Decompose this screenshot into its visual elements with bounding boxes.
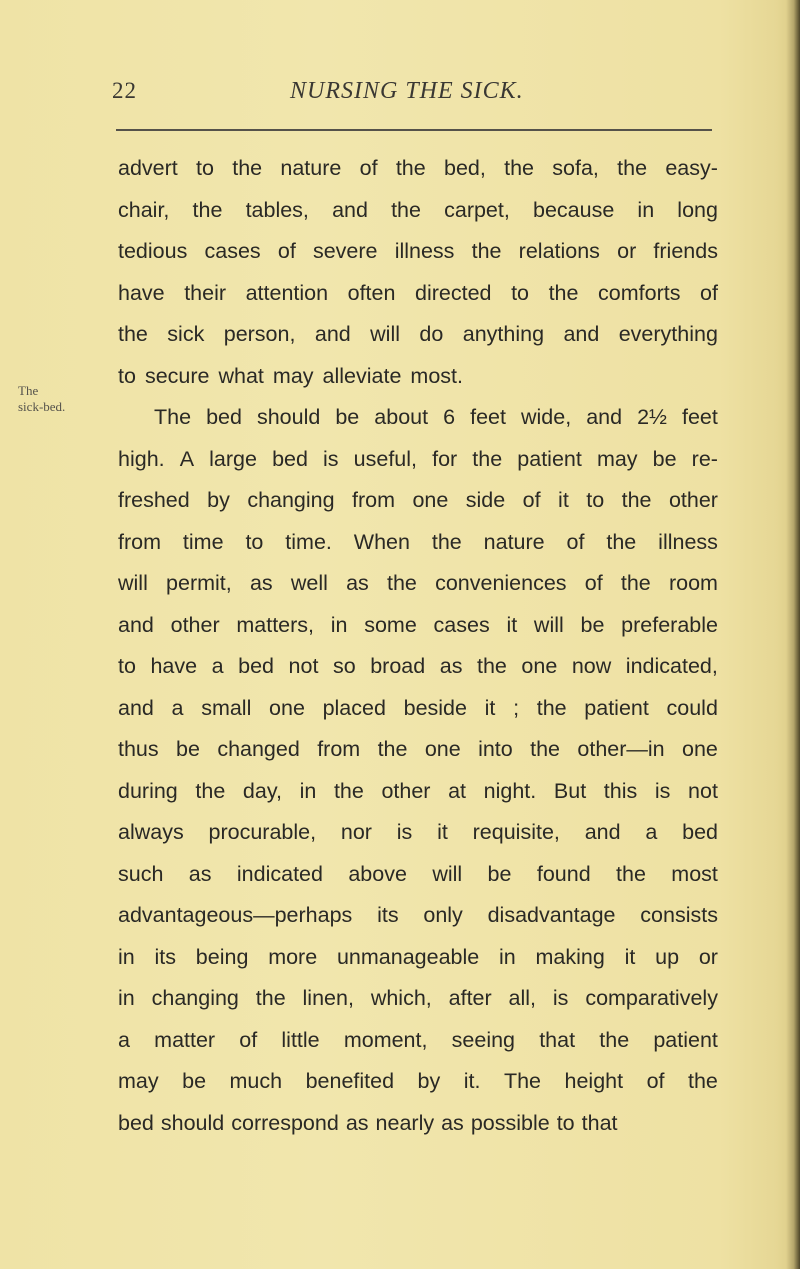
word: will — [118, 571, 148, 595]
word: in — [499, 944, 516, 969]
word: at — [448, 778, 467, 803]
word: it — [624, 944, 636, 969]
word: advantageous—perhaps — [118, 903, 353, 927]
word: some — [364, 612, 417, 637]
word: When — [353, 529, 410, 554]
word: of — [584, 571, 603, 595]
word: the — [599, 1027, 630, 1052]
word: a — [118, 1027, 130, 1052]
word: procurable, — [208, 820, 317, 844]
word: linen, — [302, 986, 354, 1010]
word: all, — [508, 986, 537, 1010]
word: one — [424, 737, 461, 761]
word: indicated — [236, 861, 323, 886]
word: should — [256, 405, 321, 429]
word: the — [616, 861, 646, 886]
word: the — [617, 156, 648, 180]
word: little — [281, 1027, 320, 1052]
word: during — [118, 778, 178, 803]
text-line — [118, 1103, 718, 1145]
word: a — [171, 695, 184, 720]
word: be — [182, 1069, 207, 1093]
word: disadvantage — [487, 903, 616, 927]
word: it. — [463, 1069, 481, 1093]
word: to — [245, 529, 264, 554]
word: their — [184, 280, 227, 305]
word: that — [539, 1027, 576, 1052]
word: to — [196, 156, 214, 180]
word: comparatively — [585, 986, 718, 1010]
word: severe — [312, 239, 378, 263]
word: most. — [410, 363, 463, 388]
word: as — [346, 571, 369, 595]
word: which, — [370, 986, 432, 1010]
word: other — [381, 778, 431, 803]
text-line — [118, 522, 718, 564]
word: of — [566, 529, 585, 554]
word: up — [655, 944, 680, 969]
text-line — [118, 605, 718, 647]
text-line — [118, 190, 718, 232]
word: from — [317, 737, 361, 761]
word: its — [154, 944, 177, 969]
margin-note-line: sick-bed. — [18, 399, 66, 414]
word: be — [580, 612, 605, 637]
word: tedious — [118, 239, 188, 263]
word: will — [432, 861, 463, 886]
text-line — [118, 231, 718, 273]
word: is — [654, 778, 671, 803]
word: ; — [513, 695, 520, 720]
word: beside — [403, 695, 467, 720]
word: bed — [272, 446, 308, 471]
text-line — [118, 397, 718, 439]
word: of — [522, 488, 541, 512]
word: nearly — [375, 1110, 435, 1135]
word: have — [118, 280, 165, 305]
text-line — [118, 148, 718, 190]
word: A — [179, 446, 195, 471]
word: in — [299, 778, 317, 803]
word: of — [359, 156, 378, 180]
word: the — [333, 778, 364, 803]
word: as — [188, 861, 212, 886]
word: will — [370, 322, 400, 346]
margin-note-line: The — [18, 383, 39, 398]
word: sick — [167, 322, 205, 346]
word: re- — [691, 446, 718, 471]
word: anything — [462, 322, 545, 346]
word: other—in — [577, 737, 665, 761]
word: to — [118, 363, 136, 388]
word: or — [617, 239, 637, 263]
word: But — [553, 778, 587, 803]
word: the — [472, 446, 503, 471]
word: a — [211, 654, 224, 678]
word: side — [465, 488, 506, 512]
word: will — [533, 612, 564, 637]
word: so — [332, 654, 356, 678]
word: to — [556, 1110, 575, 1135]
word: do — [419, 322, 444, 346]
word: of — [239, 1027, 258, 1052]
word: high. — [118, 446, 165, 471]
word: the — [391, 197, 421, 222]
word: to — [118, 654, 136, 678]
word: advert — [118, 156, 178, 180]
word: the — [431, 529, 462, 554]
word: the — [255, 986, 286, 1010]
word: the — [548, 280, 579, 305]
word: night. — [483, 778, 537, 803]
text-line — [118, 978, 718, 1020]
word: consists — [640, 903, 718, 927]
word: and — [332, 197, 368, 222]
word: cases — [204, 239, 261, 263]
text-line — [118, 480, 718, 522]
word: more — [268, 944, 318, 969]
word: changing — [247, 488, 335, 512]
word: carpet, — [444, 197, 510, 222]
word: the — [606, 529, 637, 554]
word: much — [229, 1069, 283, 1093]
text-line — [118, 895, 718, 937]
word: that — [581, 1110, 618, 1135]
word: the — [621, 488, 652, 512]
word: its — [377, 903, 399, 927]
word: not — [288, 654, 319, 678]
page-edge-shadow — [786, 0, 800, 1269]
word: to — [511, 280, 530, 305]
word: one — [521, 654, 558, 678]
word: the — [688, 1069, 718, 1093]
word: because — [532, 197, 615, 222]
word: room — [668, 571, 718, 595]
word: or — [698, 944, 718, 969]
word: tables, — [245, 197, 309, 222]
word: could — [666, 695, 718, 720]
word: secure — [144, 363, 210, 388]
word: day, — [242, 778, 282, 803]
word: should — [160, 1110, 225, 1135]
word: feet — [682, 405, 718, 429]
word: one — [412, 488, 449, 512]
text-line — [118, 688, 718, 730]
word: indicated, — [625, 654, 718, 678]
word: most — [671, 861, 718, 886]
word: in — [118, 944, 135, 969]
word: patient — [517, 446, 582, 471]
text-line — [118, 646, 718, 688]
word: friends — [653, 239, 718, 263]
text-line — [118, 937, 718, 979]
word: conveniences — [435, 571, 567, 595]
word: be — [176, 737, 200, 761]
word: everything — [618, 322, 718, 346]
word: in — [330, 612, 348, 637]
word: alleviate — [322, 363, 402, 388]
word: the — [471, 239, 502, 263]
word: is — [396, 820, 413, 844]
word: long — [677, 197, 718, 222]
word: bed — [238, 654, 274, 678]
word: requisite, — [472, 820, 560, 844]
word: bed — [118, 1110, 154, 1135]
word: the — [504, 156, 534, 180]
word: nature — [280, 156, 342, 180]
word: 2½ — [637, 405, 667, 429]
word: from — [352, 488, 396, 512]
word: now — [571, 654, 612, 678]
word: in — [637, 197, 655, 222]
word: moment, — [343, 1027, 428, 1052]
header-rule — [116, 129, 712, 131]
word: the — [192, 197, 223, 222]
word: always — [118, 820, 184, 844]
word: into — [478, 737, 513, 761]
word: The — [503, 1069, 542, 1093]
word: by — [207, 488, 230, 512]
body-text — [118, 148, 718, 1144]
word: bed — [682, 820, 718, 844]
text-line — [118, 812, 718, 854]
word: height — [564, 1069, 624, 1093]
word: is — [552, 986, 569, 1010]
word: one — [682, 737, 718, 761]
word: and — [586, 405, 623, 429]
word: of — [646, 1069, 665, 1093]
word: after — [448, 986, 492, 1010]
word: and — [118, 612, 154, 637]
word: being — [195, 944, 249, 969]
word: The — [154, 405, 192, 429]
word: other — [668, 488, 718, 512]
word: this — [603, 778, 638, 803]
word: the — [232, 156, 263, 180]
word: time — [182, 529, 224, 554]
word: one — [269, 695, 305, 720]
word: freshed — [118, 488, 190, 512]
word: chair, — [118, 197, 170, 222]
word: it — [506, 612, 518, 637]
word: attention — [245, 280, 329, 305]
word: may — [272, 363, 314, 388]
word: the — [387, 571, 417, 595]
word: the — [536, 695, 567, 720]
word: it — [437, 820, 448, 844]
word: changed — [217, 737, 300, 761]
word: small — [201, 695, 252, 720]
word: only — [423, 903, 463, 927]
word: making — [535, 944, 605, 969]
word: and — [584, 820, 621, 844]
text-line — [118, 771, 718, 813]
running-title: NURSING THE SICK. — [290, 78, 524, 104]
word: it — [558, 488, 569, 512]
word: bed — [206, 405, 242, 429]
word: of — [277, 239, 296, 263]
word: the — [195, 778, 226, 803]
word: for — [432, 446, 458, 471]
word: feet — [470, 405, 506, 429]
word: the — [395, 156, 426, 180]
word: benefited — [305, 1069, 395, 1093]
word: nor — [340, 820, 372, 844]
word: have — [150, 654, 198, 678]
word: is — [323, 446, 339, 471]
text-line — [118, 854, 718, 896]
text-line — [118, 314, 718, 356]
word: as — [249, 571, 273, 595]
word: what — [218, 363, 264, 388]
word: patient — [653, 1027, 718, 1052]
word: from — [118, 529, 161, 554]
word: preferable — [621, 612, 718, 637]
word: found — [536, 861, 591, 886]
word: be — [652, 446, 677, 471]
word: seeing — [451, 1027, 516, 1052]
word: be — [487, 861, 512, 886]
word: easy- — [665, 156, 718, 180]
page-number: 22 — [112, 78, 137, 103]
text-line — [118, 729, 718, 771]
word: as — [345, 1110, 369, 1135]
word: broad — [370, 654, 426, 678]
word: often — [347, 280, 396, 305]
word: unmanageable — [336, 944, 480, 969]
word: time. — [285, 529, 332, 554]
word: nature — [483, 529, 545, 554]
word: such — [118, 861, 164, 886]
word: useful, — [353, 446, 418, 471]
word: relations — [518, 239, 600, 263]
word: the — [377, 737, 408, 761]
text-line — [118, 439, 718, 481]
word: permit, — [166, 571, 232, 595]
word: 6 — [443, 405, 456, 429]
word: thus — [118, 737, 159, 761]
word: and — [563, 322, 600, 346]
running-head — [0, 78, 800, 112]
word: correspond — [231, 1110, 339, 1135]
word: other — [170, 612, 220, 637]
word: patient — [584, 695, 649, 720]
word: it — [484, 695, 496, 720]
word: may — [118, 1069, 159, 1093]
word: may — [596, 446, 638, 471]
word: by — [417, 1069, 441, 1093]
word: matter — [154, 1027, 216, 1052]
word: person, — [223, 322, 296, 346]
word: in — [118, 986, 135, 1010]
word: possible — [470, 1110, 550, 1135]
word: illness — [394, 239, 455, 263]
text-line — [118, 1061, 718, 1103]
word: of — [700, 280, 718, 305]
word: the — [530, 737, 561, 761]
text-line — [118, 356, 718, 398]
word: the — [620, 571, 651, 595]
word: well — [290, 571, 328, 595]
word: and — [314, 322, 351, 346]
margin-note — [18, 383, 98, 415]
word: to — [586, 488, 605, 512]
word: the — [118, 322, 148, 346]
word: matters, — [236, 612, 315, 637]
text-line — [118, 1020, 718, 1062]
word: sofa, — [552, 156, 599, 180]
text-line — [118, 273, 718, 315]
word: changing — [151, 986, 239, 1010]
word: as — [439, 654, 463, 678]
word: above — [348, 861, 407, 886]
word: illness — [658, 529, 718, 554]
word: and — [118, 695, 154, 720]
text-line — [118, 563, 718, 605]
word: be — [335, 405, 360, 429]
word: the — [476, 654, 507, 678]
word: directed — [415, 280, 492, 305]
word: bed, — [443, 156, 486, 180]
word: comforts — [598, 280, 681, 305]
word: about — [374, 405, 429, 429]
word: wide, — [520, 405, 572, 429]
word: large — [209, 446, 257, 471]
word: a — [645, 820, 658, 844]
word: cases — [433, 612, 490, 637]
word: placed — [322, 695, 386, 720]
word: as — [441, 1110, 464, 1135]
word: not — [688, 778, 718, 803]
